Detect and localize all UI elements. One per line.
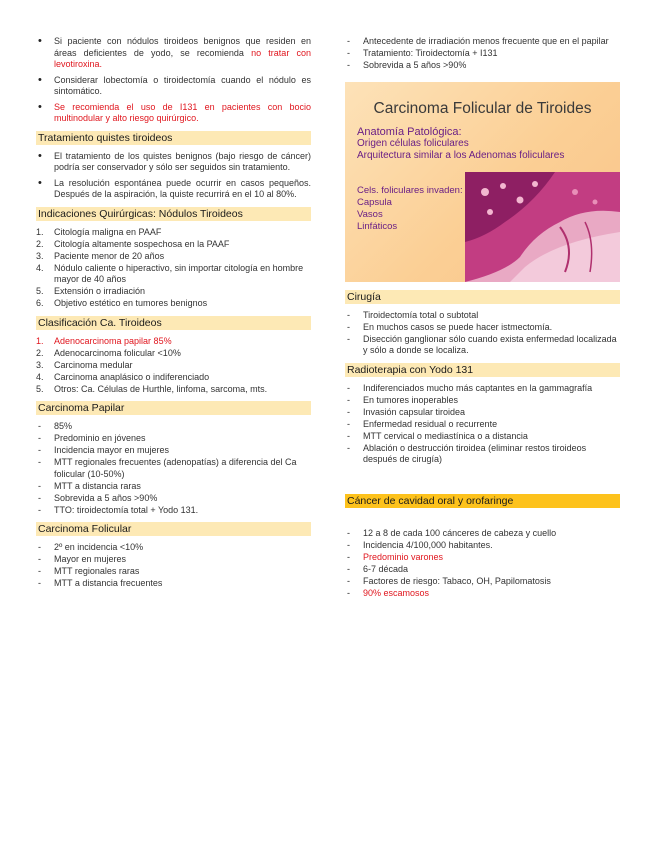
section-title-papillary: Carcinoma Papilar	[36, 401, 311, 415]
list-item: - Predominio en jóvenes	[36, 433, 311, 445]
section-title-cysts: Tratamiento quistes tiroideos	[36, 131, 311, 145]
list-item: - Enfermedad residual o recurrente	[345, 419, 620, 431]
indications-list	[36, 227, 311, 310]
list-item: • Si paciente con nódulos tiroideos benignos que residen en áreas deficientes de yodo, se recomienda no tratar con levotiroxina.	[36, 36, 311, 71]
list-item: - 85%	[36, 421, 311, 433]
intro-bullet-list	[36, 36, 311, 125]
follicular-carcinoma-slide	[345, 82, 620, 282]
radiotherapy-list	[345, 383, 620, 466]
papillary-list	[36, 421, 311, 516]
list-item: - TTO: tiroidectomía total + Yodo 131.	[36, 505, 311, 517]
list-item: • La resolución espontánea puede ocurrir en casos pequeños. Después de la aspiración, la quiste recurrirá en el 10 al 80%.	[36, 178, 311, 201]
left-column	[36, 36, 311, 590]
list-item: 2. Adenocarcinoma folicular <10%	[36, 347, 181, 358]
list-item: 1. Adenocarcinoma papilar 85%	[36, 335, 172, 346]
list-item: - Tratamiento: Tiroidectomía + I131	[345, 48, 620, 60]
list-item: 3. Carcinoma medular	[36, 359, 133, 370]
follicular-continued-list	[345, 36, 620, 72]
list-item: - MTT a distancia frecuentes	[36, 578, 311, 590]
list-item: - En muchos casos se puede hacer istmectomía.	[345, 322, 620, 334]
section-title-surgery: Cirugía	[345, 290, 620, 304]
surgery-list	[345, 310, 620, 357]
section-title-indications: Indicaciones Quirúrgicas: Nódulos Tiroideos	[36, 207, 311, 221]
list-item: - Predominio varones	[345, 552, 620, 564]
list-item: - MTT a distancia raras	[36, 481, 311, 493]
section-title-classification: Clasificación Ca. Tiroideos	[36, 316, 311, 330]
right-column	[345, 36, 620, 600]
list-item: • El tratamiento de los quistes benignos (bajo riesgo de cáncer) podría ser conservador y sólo ser seguidos sin tratamiento.	[36, 151, 311, 174]
list-item: - 6-7 década	[345, 564, 620, 576]
list-item: - Antecedente de irradiación menos frecuente que en el papilar	[345, 36, 620, 48]
list-item: 4. Carcinoma anaplásico o indiferenciado	[36, 371, 210, 382]
list-item: 1. Citología maligna en PAAF	[36, 226, 162, 237]
cysts-bullet-list	[36, 151, 311, 201]
list-item: 4. Nódulo caliente o hiperactivo, sin importar citología en hombre mayor de 40 años	[36, 262, 304, 284]
list-item: 5. Otros: Ca. Células de Hurthle, linfoma, sarcoma, mts.	[36, 383, 268, 394]
list-item: - Disección ganglionar sólo cuando exista enfermedad localizada y sólo a donde se localiza.	[345, 334, 620, 357]
list-item: - Invasión capsular tiroidea	[345, 407, 620, 419]
list-item: - Incidencia mayor en mujeres	[36, 445, 311, 457]
slide-title: Carcinoma Folicular de Tiroides	[373, 99, 592, 117]
list-item: - Ablación o destrucción tiroidea (eliminar restos tiroideos después de cirugía)	[345, 443, 620, 466]
classification-list	[36, 336, 311, 396]
list-item: 6. Objetivo estético en tumores benignos	[36, 298, 208, 308]
slide-invasion-list: Cels. foliculares invaden: Capsula Vasos Linfáticos	[357, 184, 463, 232]
oral-cancer-list	[345, 528, 620, 600]
list-item: - 2º en incidencia <10%	[36, 542, 311, 554]
list-item: - MTT cervical o mediastínica o a distancia	[345, 431, 620, 443]
list-item: 5. Extensión o irradiación	[36, 286, 146, 296]
list-item: - MTT regionales raras	[36, 566, 311, 578]
list-item: - Tiroidectomía total o subtotal	[345, 310, 620, 322]
slide-pathology-text: Anatomía Patológica: Origen células foliculares Arquitectura similar a los Adenomas foliculares	[357, 125, 565, 161]
list-item: - Factores de riesgo: Tabaco, OH, Papilomatosis	[345, 576, 620, 588]
list-item: • Considerar lobectomía o tiroidectomía cuando el nódulo es sintomático.	[36, 75, 311, 98]
list-item: - Incidencia 4/100,000 habitantes.	[345, 540, 620, 552]
list-item: - En tumores inoperables	[345, 395, 620, 407]
list-item: 3. Paciente menor de 20 años	[36, 250, 165, 261]
list-item: - Sobrevida a 5 años >90%	[345, 60, 620, 72]
list-item: - Sobrevida a 5 años >90%	[36, 493, 311, 505]
list-item: - 90% escamosos	[345, 588, 620, 600]
histology-image	[465, 172, 620, 282]
list-item: - MTT regionales frecuentes (adenopatías) a diferencia del Ca folicular (10-50%)	[36, 457, 311, 480]
list-item: - Mayor en mujeres	[36, 554, 311, 566]
list-item: 2. Citología altamente sospechosa en la PAAF	[36, 238, 230, 249]
list-item: • Se recomienda el uso de I131 en pacientes con bocio multinodular y alto riesgo quirúrgico.	[36, 102, 311, 125]
section-title-follicular: Carcinoma Folicular	[36, 522, 311, 536]
section-title-oral-cancer: Cáncer de cavidad oral y orofaringe	[345, 494, 620, 508]
list-item: - Indiferenciados mucho más captantes en la gammagrafía	[345, 383, 620, 395]
follicular-list	[36, 542, 311, 590]
section-title-radiotherapy: Radioterapia con Yodo 131	[345, 363, 620, 377]
list-item: - 12 a 8 de cada 100 cánceres de cabeza y cuello	[345, 528, 620, 540]
